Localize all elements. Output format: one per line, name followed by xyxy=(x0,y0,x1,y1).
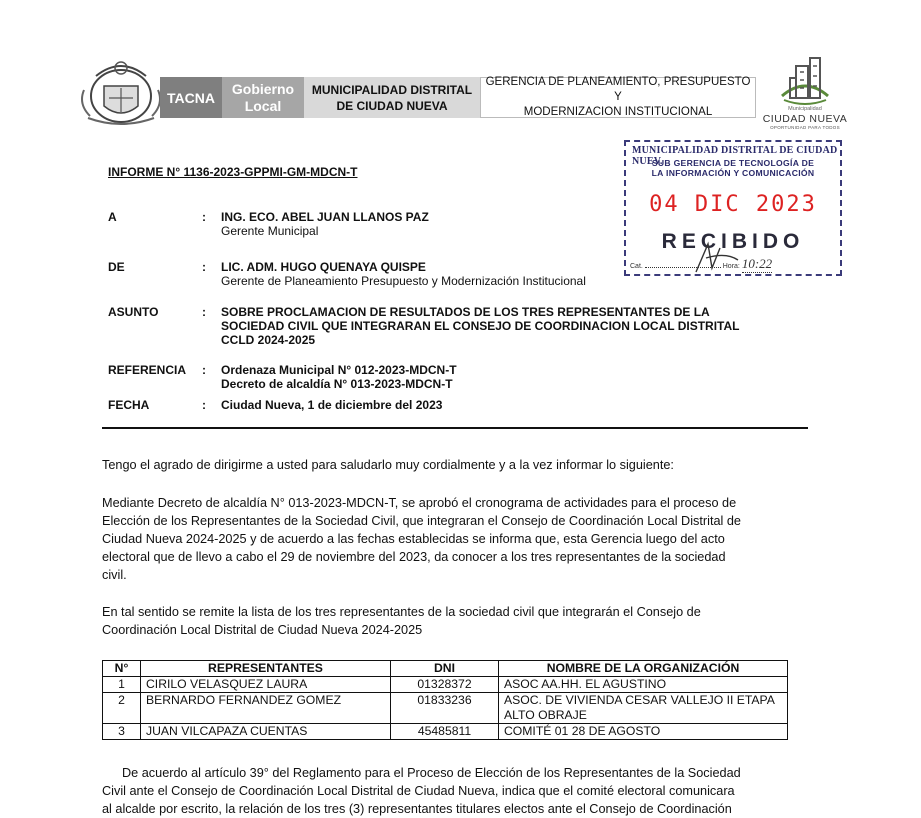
colon: : xyxy=(202,305,206,319)
paragraph-greeting: Tengo el agrado de dirigirme a usted para saludarlo muy cordialmente y a la vez informar lo siguiente: xyxy=(102,458,674,472)
muni-line2: DE CIUDAD NUEVA xyxy=(336,98,448,113)
municipalidad-band xyxy=(304,77,480,118)
stamp-hora-label: Hora: xyxy=(722,263,740,270)
gobierno-line1: Gobierno xyxy=(231,80,295,97)
colon: : xyxy=(202,398,206,412)
p3-line: Coordinación Local Distrital de Ciudad Nueva 2024-2025 xyxy=(102,623,423,637)
stamp-received: RECIBIDO xyxy=(661,230,805,253)
paragraph-lista xyxy=(102,603,818,639)
p4-line: De acuerdo al artículo 39° del Reglamento para el Proceso de Elección de los Representantes de la Sociedad xyxy=(122,766,741,780)
table-row xyxy=(103,693,788,724)
ciudad-nueva-logo xyxy=(760,56,850,132)
gerencia-line2: MODERNIZACION INSTITUCIONAL xyxy=(523,106,713,118)
logo-text: CIUDAD NUEVA xyxy=(762,113,848,125)
cell-organizacion: COMITÉ 01 28 DE AGOSTO xyxy=(499,724,788,740)
referencia-line1: Ordenaza Municipal N° 012-2023-MDCN-T xyxy=(221,363,457,377)
tacna-coat-of-arms xyxy=(76,56,166,128)
handwritten-signature xyxy=(686,238,746,276)
informe-number: INFORME N° 1136-2023-GPPMI-GM-MDCN-T xyxy=(108,165,358,179)
fecha-value: Ciudad Nueva, 1 de diciembre del 2023 xyxy=(221,398,443,412)
de-sender xyxy=(221,260,586,288)
de-name: LIC. ADM. HUGO QUENAYA QUISPE xyxy=(221,260,426,274)
asunto-line2: SOCIEDAD CIVIL QUE INTEGRARAN EL CONSEJO DE COORDINACION LOCAL DISTRITAL xyxy=(221,319,740,333)
table-row xyxy=(103,724,788,740)
de-label: DE xyxy=(108,260,125,274)
p2-line: civil. xyxy=(102,568,127,582)
cell-dni: 01833236 xyxy=(391,693,499,724)
p2-line: Ciudad Nueva 2024-2025 y de acuerdo a las fechas establecidas se informa que, esta Gerencia luego del acto xyxy=(102,532,725,546)
p2-line: electoral que de llevo a cabo el 29 de noviembre del 2023, da conocer a los tres representantes de la sociedad xyxy=(102,550,726,564)
cell-organizacion: ASOC AA.HH. EL AGUSTINO xyxy=(499,677,788,693)
gobierno-line2: Local xyxy=(244,97,282,114)
header-organizacion: NOMBRE DE LA ORGANIZACIÓN xyxy=(499,661,788,677)
logo-tagline: OPORTUNIDAD PARA TODOS xyxy=(770,125,840,130)
gerencia-line1: GERENCIA DE PLANEAMIENTO, PRESUPUESTO Y xyxy=(485,76,751,103)
p3-line: En tal sentido se remite la lista de los tres representantes de la sociedad civil que integrarán el Consejo de xyxy=(102,605,701,619)
gerencia-band xyxy=(480,77,756,118)
p2-line: Elección de los Representantes de la Sociedad Civil, que integraran el Consejo de Coordinación Local Distrital de xyxy=(102,514,741,528)
p4-line: Civil ante el Consejo de Coordinación Local Distrital de Ciudad Nueva, indica que el comité electoral comunicara xyxy=(102,784,735,798)
cell-num: 2 xyxy=(103,693,141,724)
cell-num: 1 xyxy=(103,677,141,693)
header-num: N° xyxy=(103,661,141,677)
colon: : xyxy=(202,260,206,274)
stamp-line1: MUNICIPALIDAD DISTRITAL DE CIUDAD NUEV. xyxy=(632,145,838,167)
table-row xyxy=(103,677,788,693)
referencia-line2: Decreto de alcaldía N° 013-2023-MDCN-T xyxy=(221,377,453,391)
representatives-table xyxy=(102,660,788,740)
asunto-label: ASUNTO xyxy=(108,305,159,319)
a-label: A xyxy=(108,210,117,224)
logo-small-text: Municipalidad xyxy=(788,106,822,112)
cell-representante: BERNARDO FERNANDEZ GOMEZ xyxy=(141,693,391,724)
referencia-value xyxy=(221,363,457,391)
stamp-line2: SUB GERENCIA DE TECNOLOGÍA DE xyxy=(651,158,815,168)
colon: : xyxy=(202,363,206,377)
fecha-label: FECHA xyxy=(108,398,150,412)
cell-representante: CIRILO VELASQUEZ LAURA xyxy=(141,677,391,693)
a-recipient xyxy=(221,210,429,238)
stamp-line3: LA INFORMACIÓN Y COMUNICACIÓN xyxy=(651,168,815,178)
paragraph-articulo xyxy=(102,764,818,818)
referencia-label: REFERENCIA xyxy=(108,363,187,377)
a-role: Gerente Municipal xyxy=(221,224,319,238)
cell-organizacion: ASOC. DE VIVIENDA CESAR VALLEJO II ETAPA ALTO OBRAJE xyxy=(499,693,788,724)
a-name: ING. ECO. ABEL JUAN LLANOS PAZ xyxy=(221,210,429,224)
gobierno-local-band xyxy=(222,77,304,118)
tacna-text: TACNA xyxy=(167,89,215,106)
header-divider xyxy=(102,427,808,429)
asunto-line3: CCLD 2024-2025 xyxy=(221,333,316,347)
p4-line: al alcalde por escrito, la relación de los tres (3) representantes titulares electos ante el Consejo de Coordinación xyxy=(102,802,732,816)
colon: : xyxy=(202,210,206,224)
cell-dni: 45485811 xyxy=(391,724,499,740)
stamp-cat-label: Cat. xyxy=(630,263,643,270)
cell-num: 3 xyxy=(103,724,141,740)
header-dni: DNI xyxy=(391,661,499,677)
asunto-value xyxy=(221,305,739,347)
asunto-line1: SOBRE PROCLAMACION DE RESULTADOS DE LOS TRES REPRESENTANTES DE LA xyxy=(221,305,710,319)
stamp-hora-value: 10:22 xyxy=(741,256,773,271)
cell-representante: JUAN VILCAPAZA CUENTAS xyxy=(141,724,391,740)
received-stamp xyxy=(624,140,842,276)
p2-line: Mediante Decreto de alcaldía N° 013-2023-MDCN-T, se aprobó el cronograma de actividades para el proceso de xyxy=(102,496,737,510)
cell-dni: 01328372 xyxy=(391,677,499,693)
muni-line1: MUNICIPALIDAD DISTRITAL xyxy=(311,82,473,97)
paragraph-decreto xyxy=(102,494,818,584)
de-role: Gerente de Planeamiento Presupuesto y Modernización Institucional xyxy=(221,274,586,288)
building-icon xyxy=(760,56,850,108)
stamp-date: 04 DIC 2023 xyxy=(649,192,817,217)
tacna-band xyxy=(160,77,222,118)
header-representantes: REPRESENTANTES xyxy=(141,661,391,677)
table-header-row xyxy=(103,661,788,677)
